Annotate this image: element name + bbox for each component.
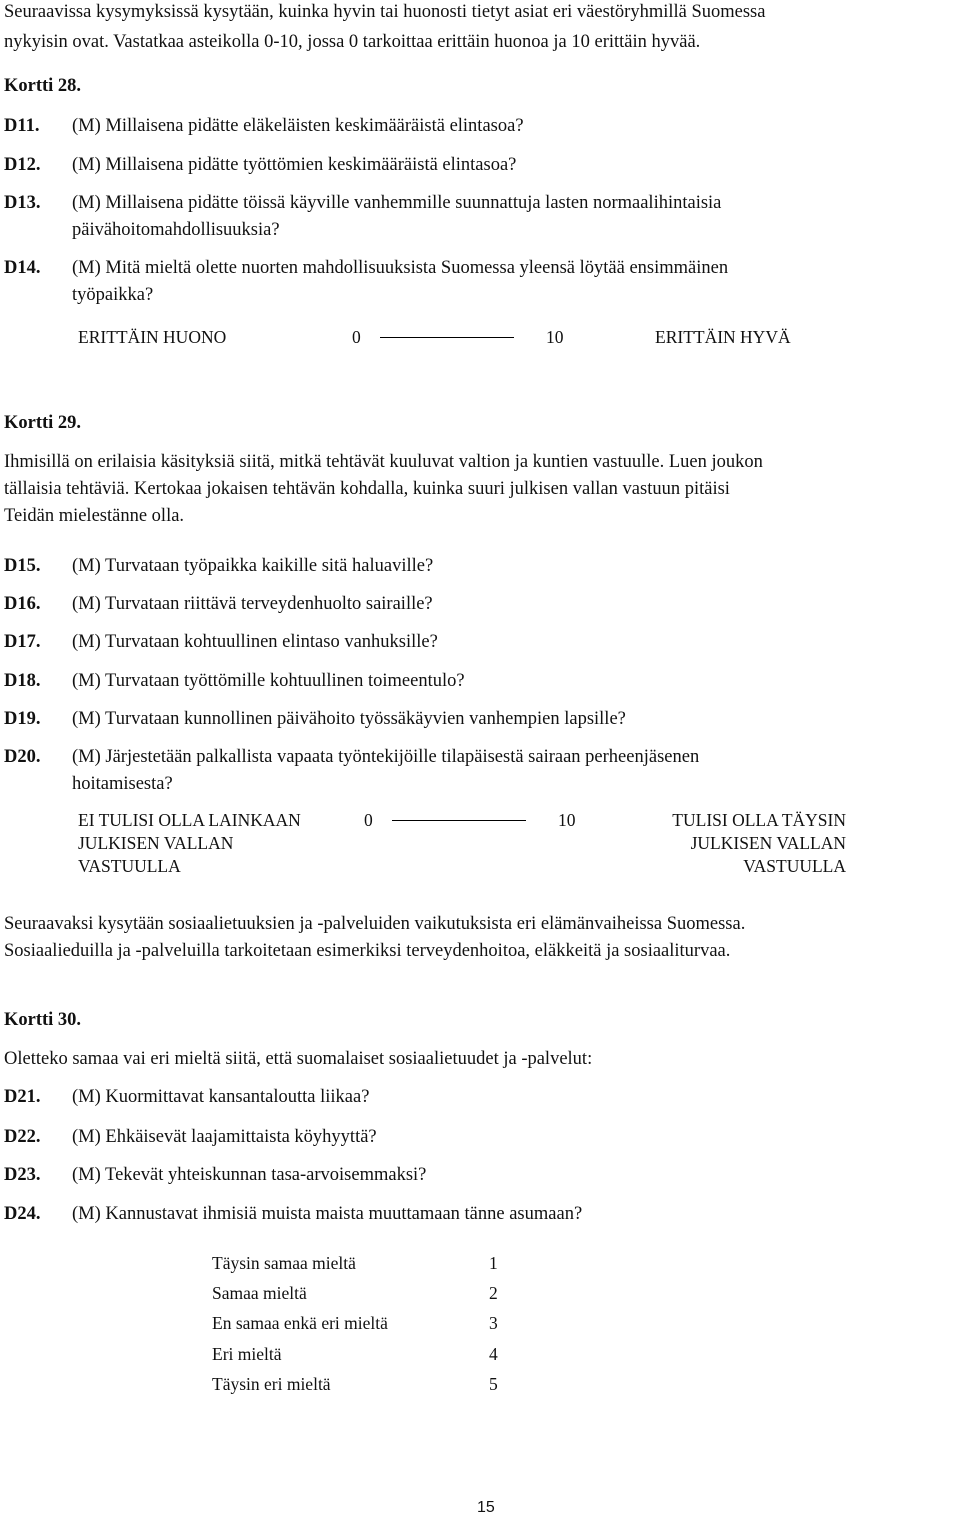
question-text: (M) Järjestetään palkallista vapaata työntekijöille tilapäisestä sairaan perheenjäsenen	[72, 747, 700, 767]
scale-max: 10	[546, 327, 564, 347]
scale-left-label: EI TULISI OLLA LAINKAAN	[78, 810, 301, 830]
option-label: En samaa enkä eri mieltä	[212, 1313, 388, 1333]
intro-text-line: nykyisin ovat. Vastatkaa asteikolla 0-10, jossa 0 tarkoittaa erittäin huonoa ja 10 erittäin hyvää.	[4, 32, 701, 52]
transition-text-line: Seuraavaksi kysytään sosiaalietuuksien ja -palveluiden vaikutuksista eri elämänvaiheissa Suomessa.	[4, 914, 746, 934]
scale-left-label: ERITTÄIN HUONO	[78, 327, 227, 347]
scale-min: 0	[352, 327, 361, 347]
question-text: (M) Kuormittavat kansantaloutta liikaa?	[72, 1087, 370, 1107]
scale-right-label: JULKISEN VALLAN	[690, 833, 846, 853]
scale-right-label: TULISI OLLA TÄYSIN	[672, 810, 846, 830]
scale-left-label: JULKISEN VALLAN	[78, 833, 234, 853]
card-intro-line: Ihmisillä on erilaisia käsityksiä siitä, mitkä tehtävät kuuluvat valtion ja kuntien vastuulle. Luen joukon	[4, 452, 763, 472]
question-text: (M) Millaisena pidätte eläkeläisten keskimääräistä elintasoa?	[72, 116, 524, 136]
question-text: (M) Turvataan kunnollinen päivähoito työssäkäyvien vanhempien lapsille?	[72, 709, 626, 729]
question-code: D22.	[4, 1127, 41, 1147]
option-label: Täysin samaa mieltä	[212, 1253, 356, 1273]
question-code: D15.	[4, 556, 41, 576]
card-title: Kortti 29.	[4, 413, 82, 433]
question-text: (M) Turvataan riittävä terveydenhuolto sairaille?	[72, 594, 433, 614]
transition-text-line: Sosiaalieduilla ja -palveluilla tarkoitetaan esimerkiksi terveydenhoitoa, eläkkeitä ja sosiaaliturvaa.	[4, 941, 731, 961]
scale-right-label: ERITTÄIN HYVÄ	[655, 327, 791, 347]
card-intro-line: Oletteko samaa vai eri mieltä siitä, että suomalaiset sosiaalietuudet ja -palvelut:	[4, 1049, 593, 1069]
option-value: 4	[489, 1344, 498, 1364]
question-code: D19.	[4, 709, 41, 729]
option-value: 1	[489, 1253, 498, 1273]
question-code: D21.	[4, 1087, 41, 1107]
option-label: Täysin eri mieltä	[212, 1374, 331, 1394]
card-title: Kortti 28.	[4, 76, 82, 96]
option-value: 5	[489, 1374, 498, 1394]
question-text: (M) Turvataan kohtuullinen elintaso vanhuksille?	[72, 632, 438, 652]
question-code: D20.	[4, 747, 41, 767]
scale-line	[392, 820, 526, 821]
question-text: (M) Ehkäisevät laajamittaista köyhyyttä?	[72, 1127, 377, 1147]
question-text: hoitamisesta?	[72, 774, 173, 794]
question-text: (M) Kannustavat ihmisiä muista maista muuttamaan tänne asumaan?	[72, 1204, 583, 1224]
option-label: Eri mieltä	[212, 1344, 282, 1364]
scale-max: 10	[558, 810, 576, 830]
question-text: (M) Millaisena pidätte töissä käyville vanhemmille suunnattuja lasten normaalihintaisia	[72, 193, 722, 213]
question-code: D18.	[4, 671, 41, 691]
question-code: D13.	[4, 193, 41, 213]
question-code: D23.	[4, 1165, 41, 1185]
option-label: Samaa mieltä	[212, 1283, 307, 1303]
question-text: (M) Millaisena pidätte työttömien keskimääräistä elintasoa?	[72, 155, 517, 175]
question-text: (M) Tekevät yhteiskunnan tasa-arvoisemmaksi?	[72, 1165, 427, 1185]
card-intro-line: tällaisia tehtäviä. Kertokaa jokaisen tehtävän kohdalla, kuinka suuri julkisen vallan vastuun pitäisi	[4, 479, 730, 499]
scale-right-label: VASTUULLA	[743, 856, 846, 876]
question-code: D14.	[4, 258, 41, 278]
option-value: 2	[489, 1283, 498, 1303]
question-text: (M) Turvataan työttömille kohtuullinen toimeentulo?	[72, 671, 465, 691]
scale-min: 0	[364, 810, 373, 830]
question-text: päivähoitomahdollisuuksia?	[72, 220, 280, 240]
intro-text-line: Seuraavissa kysymyksissä kysytään, kuinka hyvin tai huonosti tietyt asiat eri väestöryhmillä Suomessa	[4, 2, 766, 22]
scale-line	[380, 337, 514, 338]
question-text: (M) Turvataan työpaikka kaikille sitä haluaville?	[72, 556, 434, 576]
question-text: työpaikka?	[72, 285, 154, 305]
scale-left-label: VASTUULLA	[78, 856, 181, 876]
question-code: D16.	[4, 594, 41, 614]
card-intro-line: Teidän mielestänne olla.	[4, 506, 185, 526]
card-title: Kortti 30.	[4, 1010, 82, 1030]
page-number: 15	[477, 1499, 495, 1516]
question-text: (M) Mitä mieltä olette nuorten mahdollisuuksista Suomessa yleensä löytää ensimmäinen	[72, 258, 729, 278]
question-code: D11.	[4, 116, 40, 136]
question-code: D12.	[4, 155, 41, 175]
question-code: D24.	[4, 1204, 41, 1224]
option-value: 3	[489, 1313, 498, 1333]
question-code: D17.	[4, 632, 41, 652]
